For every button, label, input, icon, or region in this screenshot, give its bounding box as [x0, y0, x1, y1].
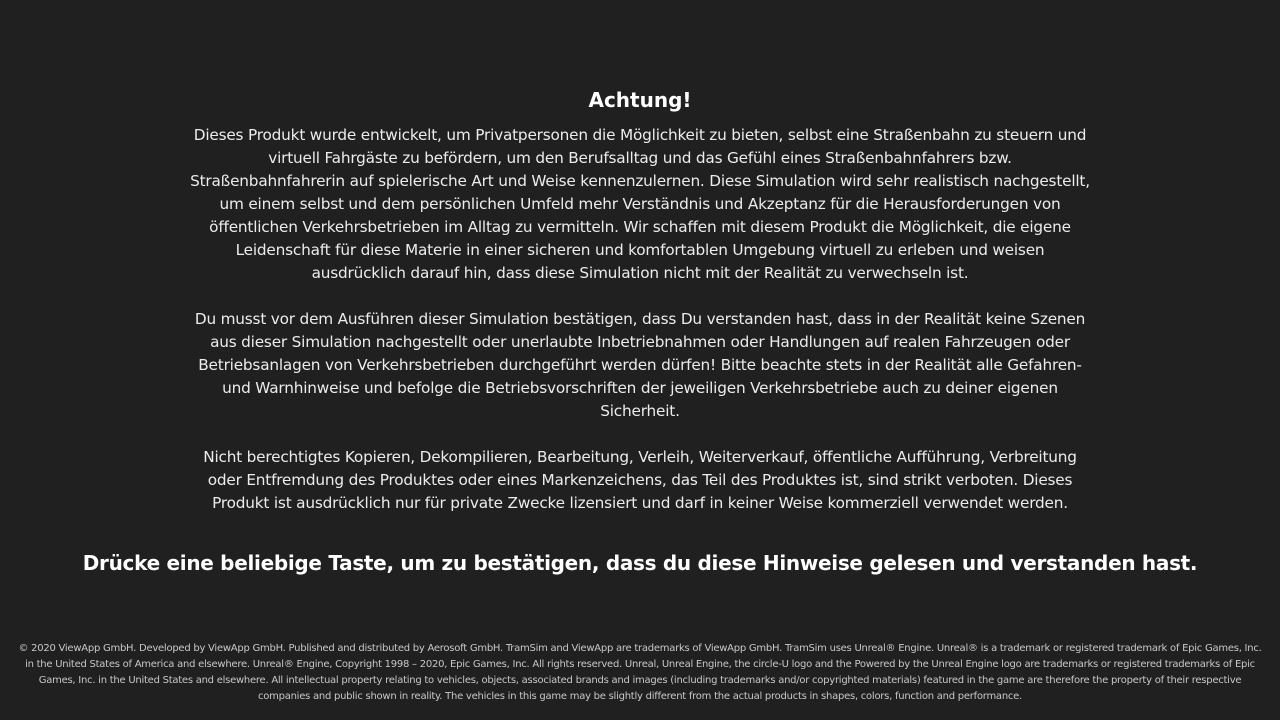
press-any-key-prompt[interactable]: Drücke eine beliebige Taste, um zu bestätigen, dass du diese Hinweise gelesen und verstanden hast. [82, 551, 1198, 575]
legal-footer: © 2020 ViewApp GmbH. Developed by ViewApp GmbH. Published and distributed by Aerosoft GmbH. TramSim and ViewApp are trademarks of ViewApp GmbH. TramSim uses Unreal® Engine. Unreal® is a trademark or registered trademark of Epic Games, Inc. in the United States of America and elsewhere. Unreal® Engine, Copyright 1998 – 2020, Epic Games, Inc. All rights reserved. Unreal, Unreal Engine, the circle-U logo and the Powered by the Unreal Engine logo are trademarks or registered trademarks of Epic Games, Inc. in the United States and elsewhere. All intellectual property relating to vehicles, objects, associated brands and images (including trademarks and/or copyrighted materials) featured in the game are therefore the property of their respective companies and public shown in reality. The vehicles in this game may be slightly different from the actual products in shapes, colors, function and performance. [18, 643, 1262, 702]
disclaimer-notice [190, 84, 1090, 515]
notice-paragraph-safety: Du musst vor dem Ausführen dieser Simulation bestätigen, dass Du verstanden hast, dass in der Realität keine Szenen aus dieser Simulation nachgestellt oder unerlaubte Inbetriebnahmen oder Handlungen auf realen Fahrzeugen oder Betriebsanlagen von Verkehrsbetrieben durchgeführt werden dürfen! Bitte beachte stets in der Realität alle Gefahren- und Warnhinweise und befolge die Betriebsvorschriften der jeweiligen Verkehrsbetriebe auch zu deiner eigenen Sicherheit. [194, 310, 1086, 420]
notice-title: Achtung! [588, 88, 692, 112]
notice-paragraph-copyright: Nicht berechtigtes Kopieren, Dekompilieren, Bearbeitung, Verleih, Weiterverkauf, öffentliche Aufführung, Verbreitung oder Entfremdung des Produktes oder eines Markenzeichens, das Teil des Produktes ist, sind strikt verboten. Dieses Produkt ist ausdrücklich nur für private Zwecke lizensiert und darf in keiner Weise kommerziell verwendet werden. [203, 448, 1077, 512]
notice-paragraph-purpose: Dieses Produkt wurde entwickelt, um Privatpersonen die Möglichkeit zu bieten, selbst eine Straßenbahn zu steuern und virtuell Fahrgäste zu befördern, um den Berufsalltag und das Gefühl eines Straßenbahnfahrers bzw. Straßenbahnfahrerin auf spielerische Art und Weise kennenzulernen. Diese Simulation wird sehr realistisch nachgestellt, um einem selbst und dem persönlichen Umfeld mehr Verständnis und Akzeptanz für die Herausforderungen von öffentlichen Verkehrsbetrieben im Alltag zu vermitteln. Wir schaffen mit diesem Produkt die Möglichkeit, die eigene Leidenschaft für diese Materie in einer sicheren und komfortablen Umgebung virtuell zu erleben und weisen ausdrücklich darauf hin, dass diese Simulation nicht mit der Realität zu verwechseln ist. [190, 126, 1090, 282]
